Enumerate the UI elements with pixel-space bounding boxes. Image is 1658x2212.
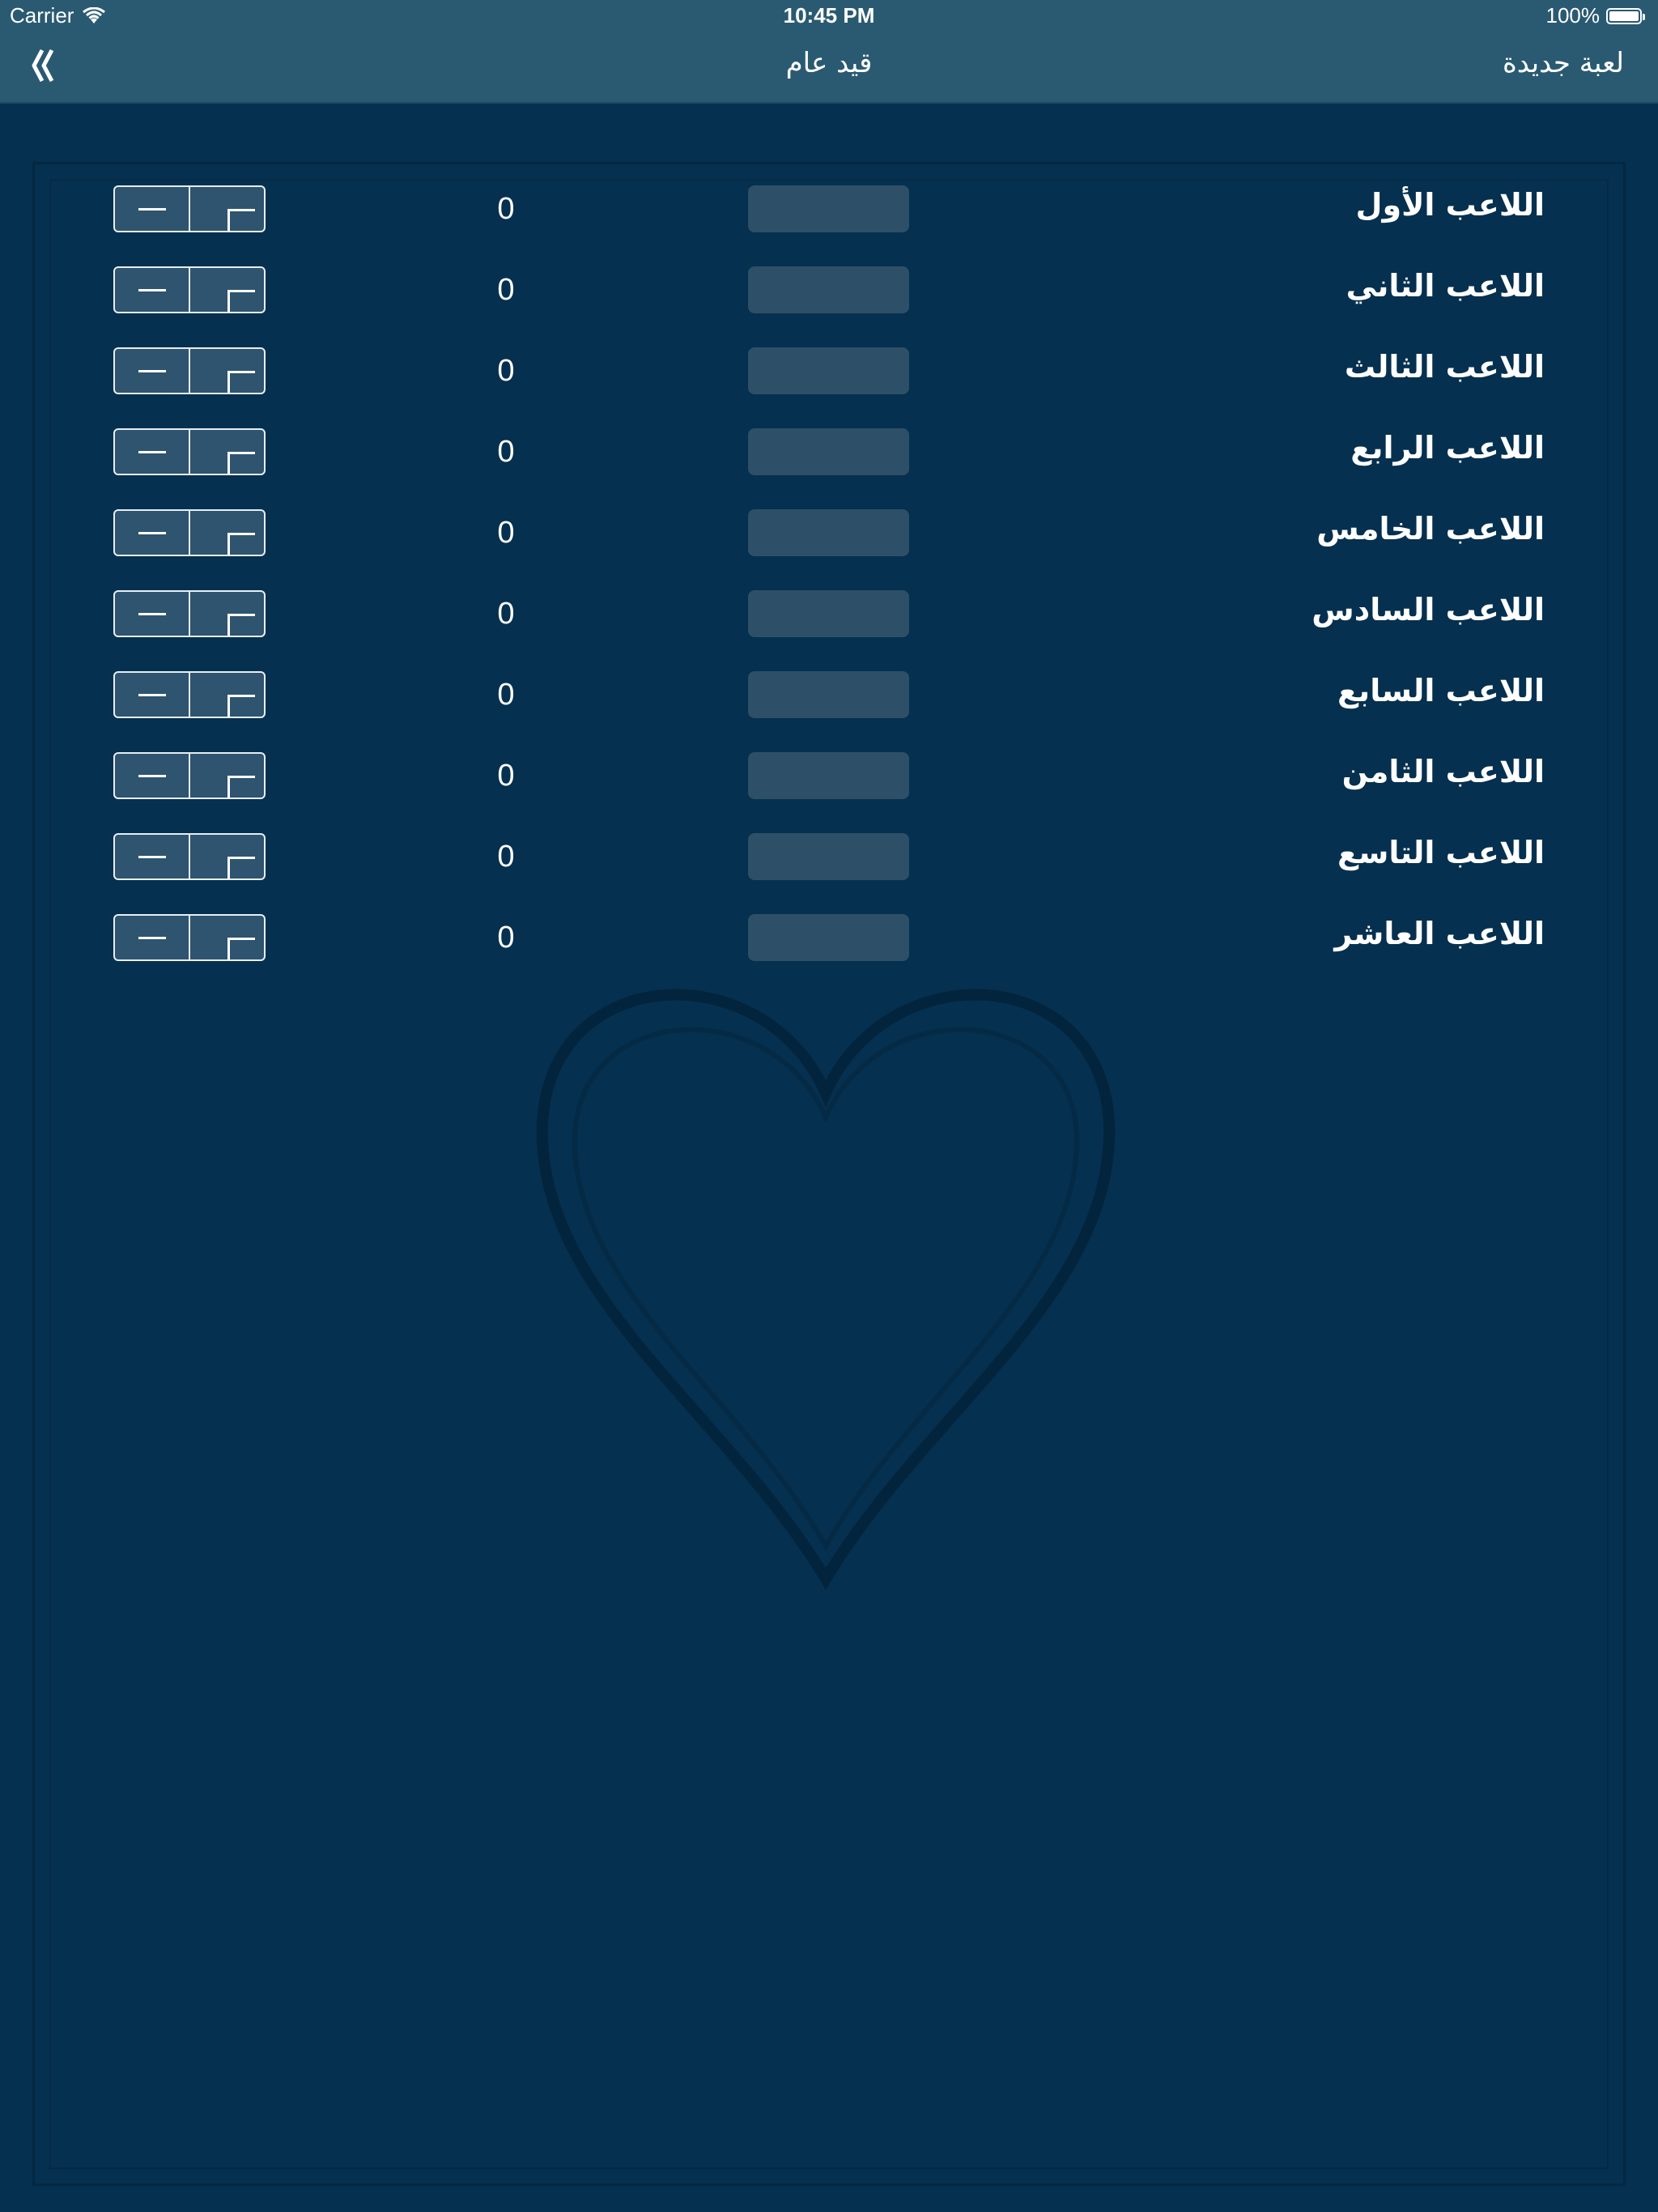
page-title: قيد عام [785,47,873,79]
decrement-button[interactable] [115,349,189,393]
score-stepper[interactable] [113,509,266,556]
double-chevron-left-icon[interactable] [29,45,62,86]
player-score: 0 [497,759,515,793]
player-row-9 [0,833,1658,882]
increment-button[interactable] [189,673,264,717]
minus-icon [138,370,166,372]
player-score: 0 [497,192,515,226]
status-time: 10:45 PM [783,3,875,28]
increment-button[interactable] [189,268,264,312]
increment-button[interactable] [189,835,264,878]
player-name-field[interactable] [748,590,909,637]
decrement-button[interactable] [115,673,189,717]
player-name-field[interactable] [748,185,909,232]
new-game-button[interactable]: لعبة جديدة [1502,47,1624,79]
increment-button[interactable] [189,511,264,555]
minus-icon [138,937,166,939]
decrement-button[interactable] [115,187,189,231]
player-label: اللاعب الثالث [1344,349,1545,385]
score-stepper[interactable] [113,914,266,961]
player-row-6 [0,590,1658,639]
player-row-2 [0,266,1658,315]
player-row-10 [0,914,1658,963]
player-score: 0 [497,921,515,955]
player-label: اللاعب الأول [1355,187,1545,223]
player-score: 0 [497,597,515,631]
player-label: اللاعب السابع [1337,673,1545,708]
player-label: اللاعب الخامس [1316,511,1545,547]
minus-icon [138,694,166,696]
decrement-button[interactable] [115,754,189,798]
decrement-button[interactable] [115,916,189,959]
decrement-button[interactable] [115,592,189,636]
player-name-field[interactable] [748,428,909,475]
heart-ornament-icon [453,850,1198,1660]
player-score: 0 [497,354,515,388]
player-label: اللاعب الثاني [1346,268,1545,304]
increment-button[interactable] [189,916,264,959]
minus-icon [138,208,166,211]
player-name-field[interactable] [748,266,909,313]
score-stepper[interactable] [113,266,266,313]
increment-button[interactable] [189,187,264,231]
decrement-button[interactable] [115,835,189,878]
player-label: اللاعب العاشر [1334,916,1545,951]
player-row-7 [0,671,1658,720]
minus-icon [138,856,166,858]
navigation-bar [0,0,1658,104]
player-label: اللاعب السادس [1312,592,1545,627]
score-stepper[interactable] [113,590,266,637]
player-score: 0 [497,435,515,469]
player-label: اللاعب الثامن [1341,754,1545,789]
player-row-4 [0,428,1658,477]
player-name-field[interactable] [748,914,909,961]
player-score: 0 [497,273,515,307]
score-stepper[interactable] [113,428,266,475]
player-score: 0 [497,678,515,712]
minus-icon [138,775,166,777]
player-score: 0 [497,840,515,874]
battery-percent: 100% [1545,3,1600,28]
player-score: 0 [497,516,515,550]
player-row-5 [0,509,1658,558]
player-name-field[interactable] [748,509,909,556]
player-label: اللاعب الرابع [1350,430,1545,466]
score-stepper[interactable] [113,185,266,232]
minus-icon [138,289,166,291]
minus-icon [138,532,166,534]
player-name-field[interactable] [748,833,909,880]
decrement-button[interactable] [115,511,189,555]
score-stepper[interactable] [113,833,266,880]
player-name-field[interactable] [748,347,909,394]
increment-button[interactable] [189,754,264,798]
status-battery [1546,3,1643,28]
battery-icon [1606,8,1642,24]
score-stepper[interactable] [113,671,266,718]
decrement-button[interactable] [115,430,189,474]
player-row-8 [0,752,1658,801]
increment-button[interactable] [189,430,264,474]
score-stepper[interactable] [113,752,266,799]
minus-icon [138,613,166,615]
minus-icon [138,451,166,453]
player-row-1 [0,185,1658,234]
battery-level [1609,11,1639,21]
increment-button[interactable] [189,349,264,393]
player-row-3 [0,347,1658,396]
decrement-button[interactable] [115,268,189,312]
player-label: اللاعب التاسع [1337,835,1545,870]
carrier-label: Carrier [10,3,74,28]
score-stepper[interactable] [113,347,266,394]
player-name-field[interactable] [748,671,909,718]
increment-button[interactable] [189,592,264,636]
player-name-field[interactable] [748,752,909,799]
